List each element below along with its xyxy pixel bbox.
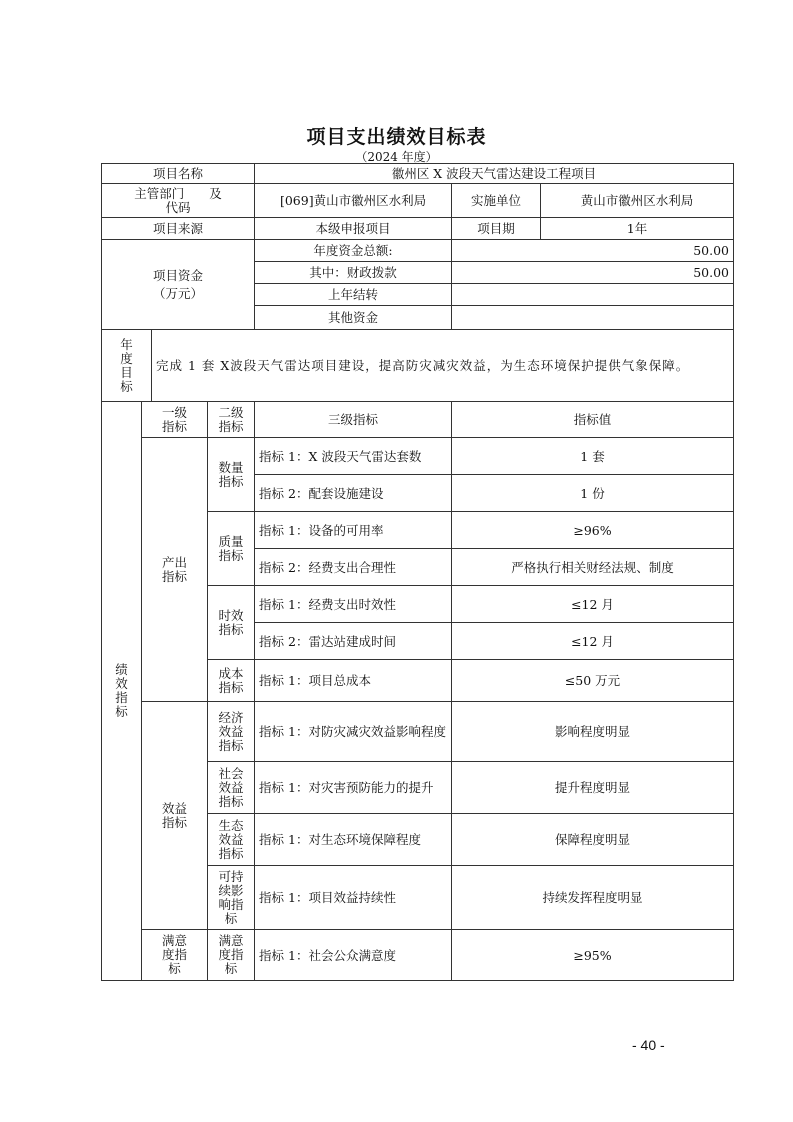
indicator-value: ≤12 月 bbox=[452, 623, 734, 660]
indicator-name: 指标 1：社会公众满意度 bbox=[255, 930, 452, 981]
indicator-name: 指标 1：对灾害预防能力的提升 bbox=[255, 762, 452, 814]
dept-label-line1: 主管部门 及 bbox=[134, 185, 222, 201]
indicator-name: 指标 1：经费支出时效性 bbox=[255, 586, 452, 623]
dept-row bbox=[102, 184, 734, 218]
indicator-name: 指标 2：雷达站建成时间 bbox=[255, 623, 452, 660]
indicator-name: 指标 2：配套设施建设 bbox=[255, 475, 452, 512]
funds-item-value bbox=[452, 306, 734, 330]
header-level1: 一级 指标 bbox=[142, 402, 208, 438]
quantity-indicator-label: 数量 指标 bbox=[208, 438, 255, 512]
funds-row-total bbox=[102, 240, 734, 262]
funds-item-value: 50.00 bbox=[452, 262, 734, 284]
performance-indicator-label: 绩 效 指 标 bbox=[102, 402, 142, 981]
indicator-value: 提升程度明显 bbox=[452, 762, 734, 814]
indicator-value: 严格执行相关财经法规、制度 bbox=[452, 549, 734, 586]
indicator-row bbox=[102, 438, 734, 475]
indicator-name: 指标 1：对生态环境保障程度 bbox=[255, 814, 452, 866]
quality-indicator-label: 质量 指标 bbox=[208, 512, 255, 586]
satisfaction-indicator-label: 满意 度指 标 bbox=[142, 930, 208, 981]
benefit-indicator-label: 效益 指标 bbox=[142, 702, 208, 930]
page-subtitle: （2024 年度） bbox=[355, 150, 438, 164]
impl-unit-value: 黄山市徽州区水利局 bbox=[541, 184, 734, 218]
cost-indicator-label: 成本 指标 bbox=[208, 660, 255, 702]
social-benefit-label: 社会 效益 指标 bbox=[208, 762, 255, 814]
funds-item-label: 年度资金总额: bbox=[255, 240, 452, 262]
impl-unit-label: 实施单位 bbox=[452, 184, 541, 218]
funds-label-line1: 项目资金 bbox=[153, 267, 204, 283]
period-label: 项目期 bbox=[452, 218, 541, 240]
indicator-value: ≤50 万元 bbox=[452, 660, 734, 702]
annual-goal-row bbox=[102, 330, 734, 402]
indicator-name: 指标 1：项目效益持续性 bbox=[255, 866, 452, 930]
indicator-name: 指标 2：经费支出合理性 bbox=[255, 549, 452, 586]
indicator-name: 指标 1：设备的可用率 bbox=[255, 512, 452, 549]
project-name-row bbox=[102, 164, 734, 184]
header-value: 指标值 bbox=[452, 402, 734, 438]
funds-item-value: 50.00 bbox=[452, 240, 734, 262]
funds-label bbox=[102, 240, 255, 330]
sustainable-impact-label: 可持 续影 响指 标 bbox=[208, 866, 255, 930]
project-name-label: 项目名称 bbox=[102, 164, 255, 184]
funds-item-label: 其中：财政拨款 bbox=[255, 262, 452, 284]
output-indicator-label: 产出 指标 bbox=[142, 438, 208, 702]
indicator-value: ≤12 月 bbox=[452, 586, 734, 623]
indicator-header-row bbox=[102, 402, 734, 438]
ecological-benefit-label: 生态 效益 指标 bbox=[208, 814, 255, 866]
indicator-row bbox=[102, 702, 734, 762]
funds-item-value bbox=[452, 284, 734, 306]
dept-label-line2: 代码 bbox=[165, 199, 191, 215]
source-row bbox=[102, 218, 734, 240]
funds-item-label: 上年结转 bbox=[255, 284, 452, 306]
page-title: 项目支出绩效目标表 bbox=[306, 126, 487, 148]
dept-label bbox=[102, 184, 255, 218]
header-level3: 三级指标 bbox=[255, 402, 452, 438]
header-level2: 二级 指标 bbox=[208, 402, 255, 438]
funds-label-line2: （万元） bbox=[153, 285, 204, 301]
page-number: - 40 - bbox=[632, 1037, 665, 1053]
indicator-value: 影响程度明显 bbox=[452, 702, 734, 762]
indicator-value: ≥96% bbox=[452, 512, 734, 549]
project-name-value: 徽州区 X 波段天气雷达建设工程项目 bbox=[255, 164, 734, 184]
indicator-name: 指标 1：对防灾减灾效益影响程度 bbox=[255, 702, 452, 762]
indicator-name: 指标 1：X 波段天气雷达套数 bbox=[255, 438, 452, 475]
annual-goal-label: 年 度 目 标 bbox=[102, 330, 152, 402]
dept-value: [069]黄山市徽州区水利局 bbox=[255, 184, 452, 218]
timeliness-indicator-label: 时效 指标 bbox=[208, 586, 255, 660]
indicator-row bbox=[102, 930, 734, 981]
period-value: 1年 bbox=[541, 218, 734, 240]
indicator-name: 指标 1：项目总成本 bbox=[255, 660, 452, 702]
economic-benefit-label: 经济 效益 指标 bbox=[208, 702, 255, 762]
source-value: 本级申报项目 bbox=[255, 218, 452, 240]
annual-goal-text: 完成 1 套 X波段天气雷达项目建设，提高防灾减灾效益，为生态环境保护提供气象保障。 bbox=[152, 330, 734, 402]
source-label: 项目来源 bbox=[102, 218, 255, 240]
indicator-value: 保障程度明显 bbox=[452, 814, 734, 866]
indicator-value: 1 份 bbox=[452, 475, 734, 512]
indicator-value: 持续发挥程度明显 bbox=[452, 866, 734, 930]
indicator-value: 1 套 bbox=[452, 438, 734, 475]
satisfaction-subindicator-label: 满意 度指 标 bbox=[208, 930, 255, 981]
indicator-value: ≥95% bbox=[452, 930, 734, 981]
performance-target-table bbox=[101, 163, 734, 981]
funds-item-label: 其他资金 bbox=[255, 306, 452, 330]
